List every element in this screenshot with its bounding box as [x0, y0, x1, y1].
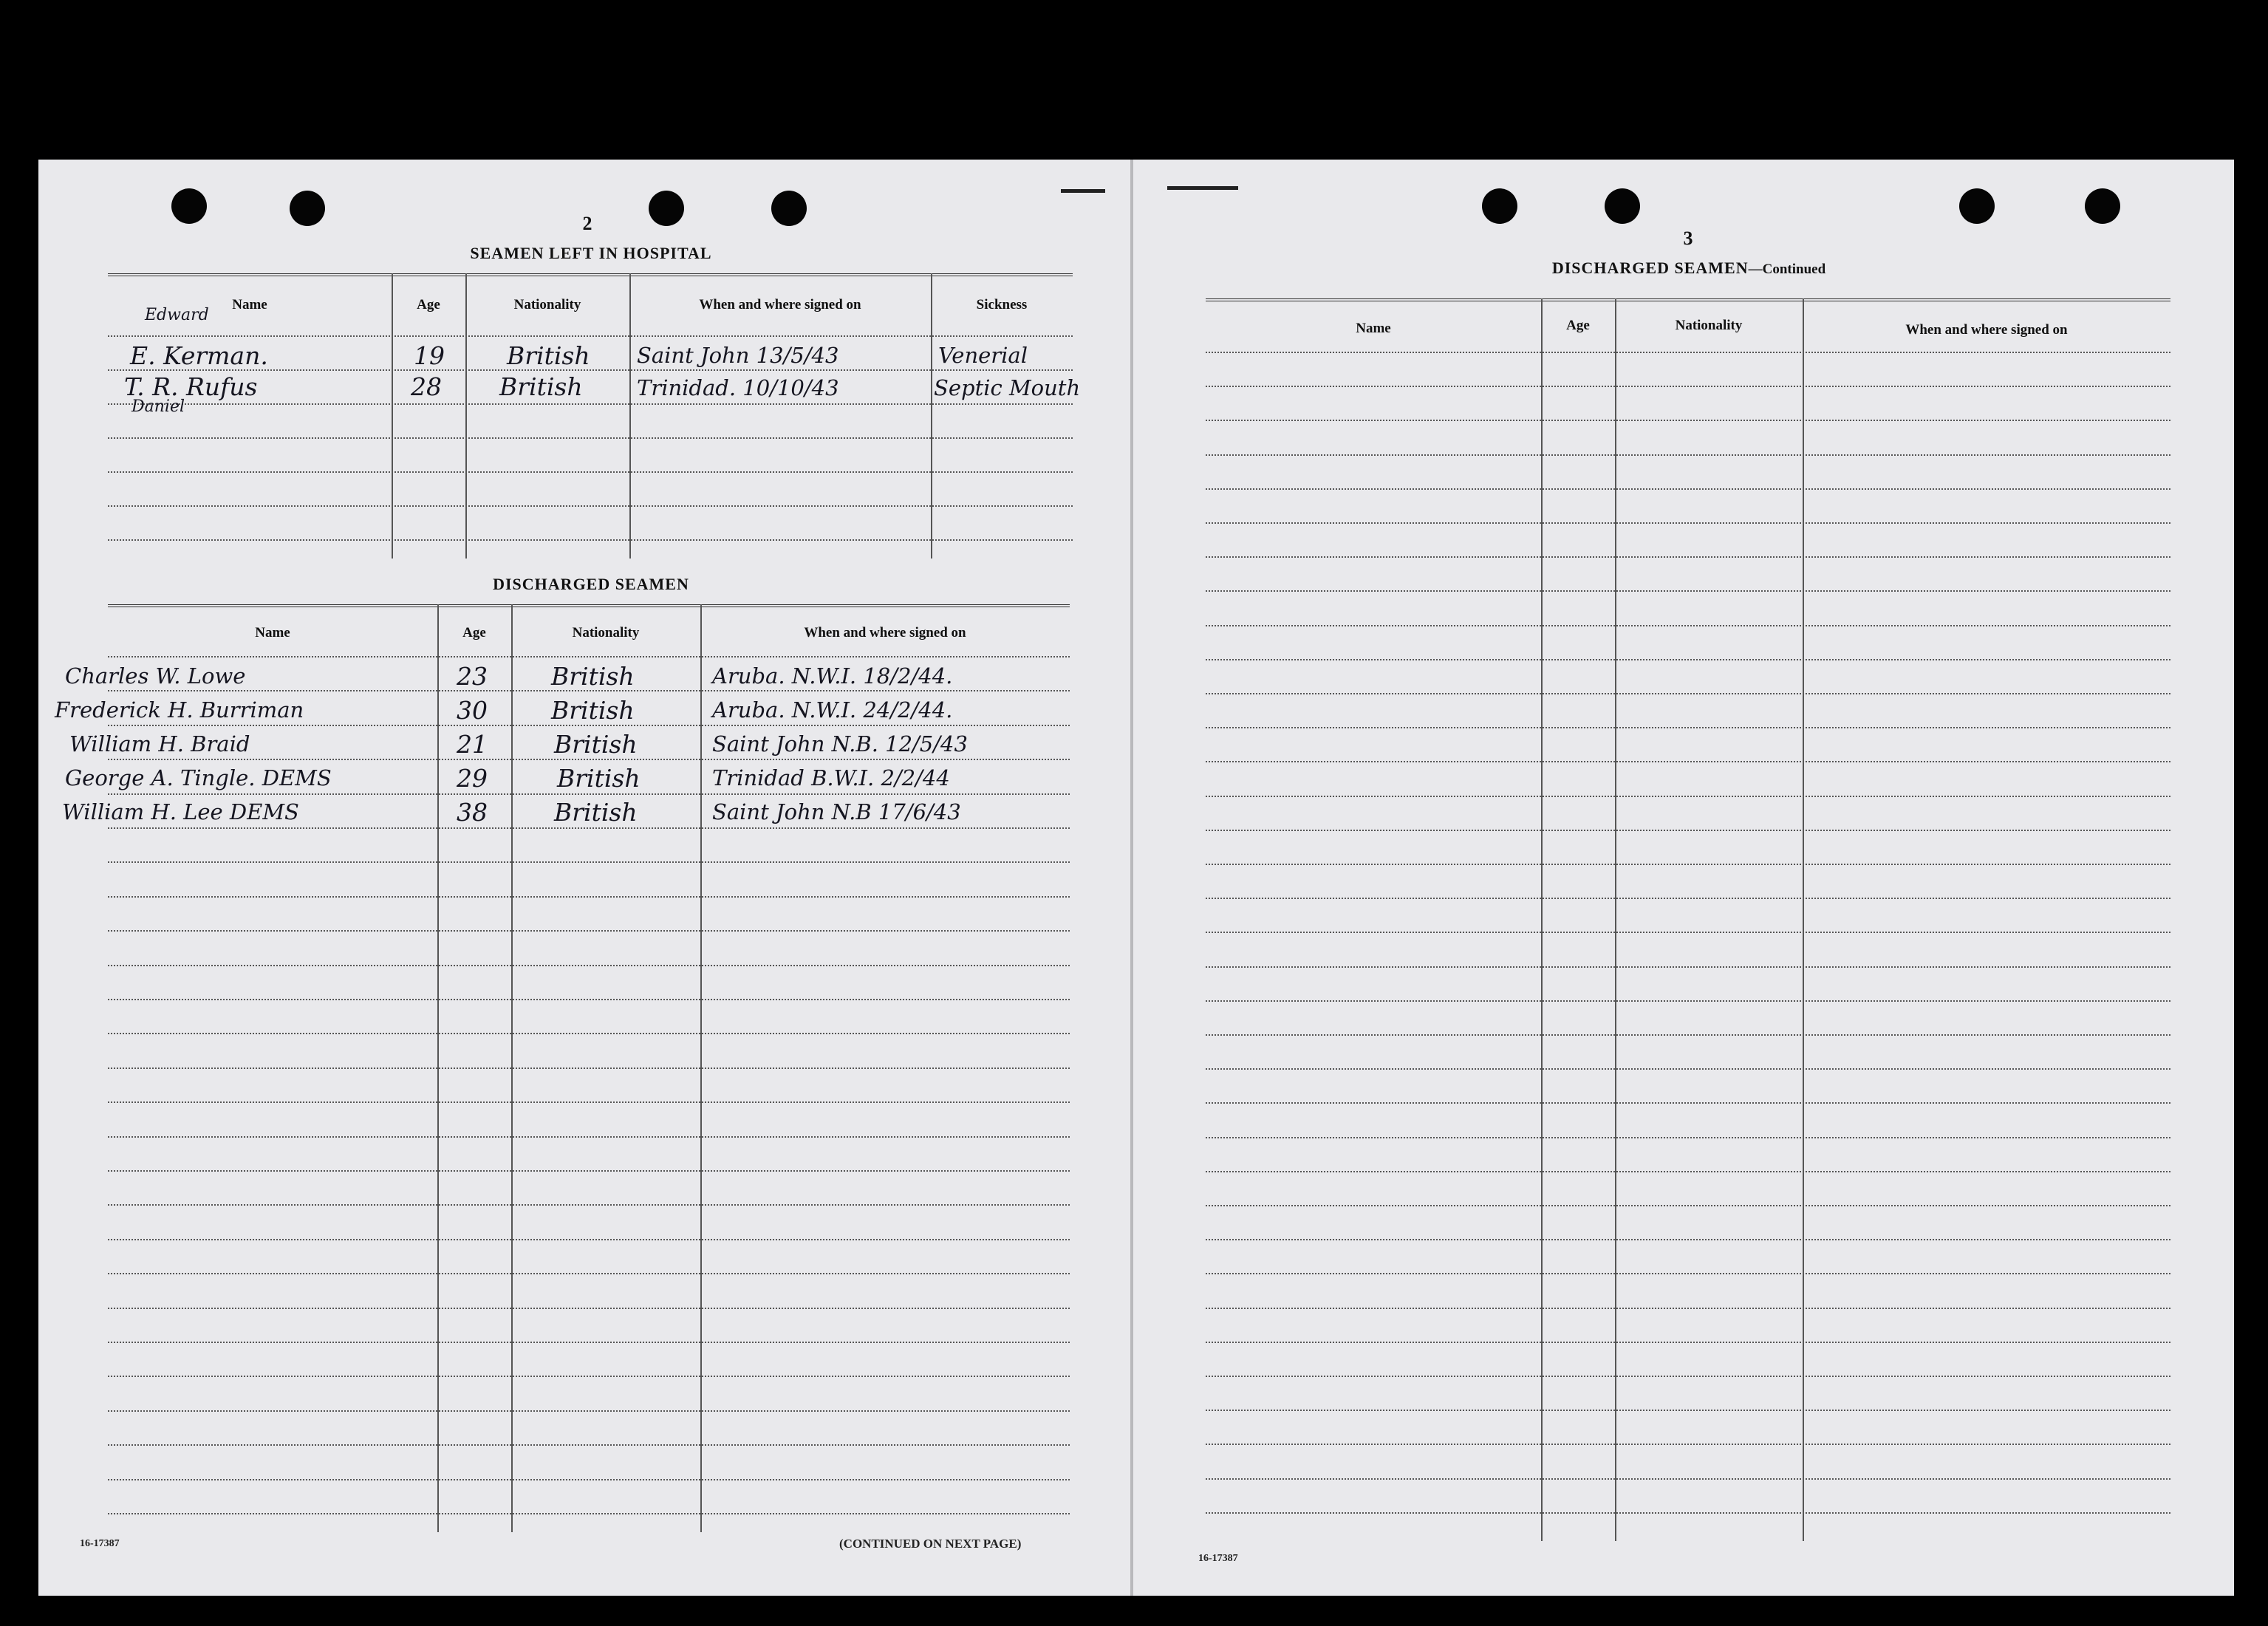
row-rule: [1206, 1171, 2170, 1172]
column-divider: [1541, 298, 1543, 1541]
discharged-name-cell: William H. Lee DEMS: [62, 799, 299, 824]
row-rule: [108, 896, 1070, 898]
row-rule: [108, 1342, 1070, 1343]
discharged-nationality-cell: British: [557, 764, 641, 793]
form-number: 16-17387: [80, 1538, 120, 1549]
hospital-nationality-cell: British: [499, 372, 583, 401]
discharged-signed-on-cell: Aruba. N.W.I. 24/2/44.: [712, 697, 953, 723]
row-rule: [1206, 1068, 2170, 1070]
page-fold: [1130, 160, 1133, 1596]
row-rule: [1206, 830, 2170, 831]
discharged-signed-on-cell: Saint John N.B. 12/5/43: [712, 731, 968, 756]
binder-hole: [2085, 188, 2120, 224]
row-rule: [1206, 1444, 2170, 1445]
hospital-sickness-cell: Septic Mouth: [934, 375, 1081, 400]
row-rule: [1206, 1512, 2170, 1514]
column-header-age: Age: [417, 297, 440, 312]
column-divider: [629, 273, 631, 558]
discharged-name-cell: William H. Braid: [69, 731, 250, 756]
row-rule: [108, 1170, 1070, 1172]
row-rule: [1206, 1273, 2170, 1274]
column-header-age: Age: [462, 625, 486, 641]
binder-hole: [649, 191, 684, 226]
column-header-nationality: Nationality: [1675, 318, 1743, 333]
row-rule: [108, 1136, 1070, 1138]
row-rule: [1206, 420, 2170, 421]
row-rule: [108, 539, 1073, 541]
hospital-signed-on-cell: Saint John 13/5/43: [637, 343, 839, 368]
continued-note: (CONTINUED ON NEXT PAGE): [839, 1537, 1022, 1551]
row-rule: [1206, 386, 2170, 387]
row-rule: [108, 437, 1073, 439]
row-rule: [108, 1308, 1070, 1309]
row-rule: [1206, 1410, 2170, 1411]
row-rule: [108, 1376, 1070, 1377]
column-divider: [931, 273, 932, 558]
row-rule: [1206, 352, 2170, 353]
row-rule: [108, 1513, 1070, 1514]
discharged-signed-on-cell: Aruba. N.W.I. 18/2/44.: [712, 663, 953, 689]
row-rule: [1206, 1308, 2170, 1309]
hospital-age-cell: 19: [414, 341, 445, 370]
hospital-nationality-cell: British: [507, 341, 590, 370]
discharged-age-cell: 30: [457, 696, 488, 725]
discharged-age-cell: 38: [457, 798, 488, 827]
row-rule: [108, 656, 1070, 657]
row-rule: [1206, 522, 2170, 524]
ink-smudge: [1167, 186, 1238, 190]
form-number: 16-17387: [1198, 1553, 1238, 1564]
section-title-text: DISCHARGED SEAMEN: [1551, 259, 1749, 277]
discharged-age-cell: 23: [457, 662, 488, 691]
section-title-discharged: DISCHARGED SEAMEN: [493, 575, 689, 593]
row-rule: [1206, 590, 2170, 592]
row-rule: [1206, 796, 2170, 797]
discharged-continued-table: [1206, 298, 2170, 1541]
discharged-signed-on-cell: Trinidad B.W.I. 2/2/44: [712, 765, 950, 790]
row-rule: [108, 1239, 1070, 1240]
page-number: 2: [582, 213, 592, 234]
row-rule: [1206, 1376, 2170, 1377]
binder-hole: [290, 191, 325, 226]
section-title-discharged-continued: [1467, 259, 1910, 278]
row-rule: [1206, 1102, 2170, 1104]
row-rule: [1206, 761, 2170, 762]
section-title-hospital: SEAMEN LEFT IN HOSPITAL: [470, 244, 712, 262]
row-rule: [108, 1273, 1070, 1274]
hospital-table: [108, 273, 1081, 558]
column-divider: [392, 273, 393, 558]
page-number: 3: [1683, 228, 1693, 249]
column-header-sickness: Sickness: [976, 297, 1028, 312]
column-divider: [1615, 298, 1616, 1541]
row-rule: [108, 1068, 1070, 1069]
row-rule: [108, 1204, 1070, 1206]
hospital-signed-on-cell: Trinidad. 10/10/43: [637, 375, 839, 400]
discharged-nationality-cell: British: [554, 730, 638, 759]
discharged-name-cell: George A. Tingle. DEMS: [65, 765, 332, 790]
row-rule: [108, 1033, 1070, 1034]
row-rule: [1206, 1137, 2170, 1138]
row-rule: [1206, 625, 2170, 626]
discharged-signed-on-cell: Saint John N.B 17/6/43: [712, 799, 961, 824]
row-rule: [1206, 1205, 2170, 1206]
row-rule: [108, 759, 1070, 760]
discharged-nationality-cell: British: [554, 798, 638, 827]
row-rule: [108, 965, 1070, 966]
column-header-name: Name: [255, 625, 290, 641]
discharged-name-cell: Frederick H. Burriman: [55, 697, 304, 723]
column-header-nationality: Nationality: [513, 297, 581, 312]
hospital-name-cell: T. R. Rufus: [124, 372, 258, 401]
row-rule: [1206, 488, 2170, 490]
table-top-rule: [108, 273, 1073, 276]
row-rule: [108, 505, 1073, 507]
row-rule: [108, 793, 1070, 795]
column-header-signed-on: When and where signed on: [1905, 322, 2068, 338]
table-top-rule: [108, 604, 1070, 607]
hospital-name-cell: E. Kerman.: [130, 341, 268, 370]
row-rule: [1206, 932, 2170, 933]
name-annotation: Edward: [145, 306, 209, 324]
column-header-age: Age: [1566, 318, 1590, 333]
row-rule: [1206, 693, 2170, 694]
row-rule: [1206, 1239, 2170, 1240]
row-rule: [1206, 966, 2170, 968]
table-top-rule: [1206, 298, 2170, 301]
binder-hole: [1605, 188, 1640, 224]
row-rule: [108, 827, 1070, 829]
binder-hole: [771, 191, 807, 226]
binder-hole: [171, 188, 207, 224]
row-rule: [108, 861, 1070, 863]
column-divider: [1803, 298, 1804, 1541]
row-rule: [108, 999, 1070, 1000]
column-divider: [465, 273, 467, 558]
column-header-signed-on: When and where signed on: [804, 625, 966, 641]
row-rule: [1206, 454, 2170, 456]
row-rule: [108, 1479, 1070, 1480]
row-rule: [108, 1410, 1070, 1412]
column-header-name: Name: [1356, 321, 1391, 336]
discharged-age-cell: 21: [457, 730, 488, 759]
binder-hole: [1959, 188, 1995, 224]
row-rule: [1206, 659, 2170, 660]
discharged-nationality-cell: British: [551, 662, 635, 691]
hospital-sickness-cell: Venerial: [938, 343, 1028, 368]
ink-smudge: [1061, 189, 1105, 193]
row-rule: [108, 403, 1073, 405]
row-rule: [1206, 864, 2170, 865]
row-rule: [108, 930, 1070, 932]
discharged-age-cell: 29: [457, 764, 488, 793]
column-header-nationality: Nationality: [572, 625, 640, 641]
row-rule: [108, 1101, 1070, 1103]
row-rule: [1206, 1478, 2170, 1480]
row-rule: [108, 1444, 1070, 1446]
row-rule: [108, 471, 1073, 473]
discharged-name-cell: Charles W. Lowe: [65, 663, 246, 689]
row-rule: [1206, 556, 2170, 558]
row-rule: [1206, 1034, 2170, 1036]
discharged-nationality-cell: British: [551, 696, 635, 725]
binder-hole: [1482, 188, 1517, 224]
row-rule: [1206, 1000, 2170, 1002]
column-header-signed-on: When and where signed on: [699, 297, 861, 312]
row-rule: [1206, 727, 2170, 728]
hospital-age-cell: 28: [411, 372, 442, 401]
section-title-suffix: —Continued: [1748, 262, 1826, 277]
row-rule: [108, 725, 1070, 726]
column-header-name: Name: [232, 297, 267, 312]
discharged-table: [55, 604, 1070, 1532]
row-rule: [108, 335, 1073, 337]
name-annotation: Daniel: [131, 397, 185, 416]
row-rule: [1206, 898, 2170, 899]
row-rule: [1206, 1342, 2170, 1343]
